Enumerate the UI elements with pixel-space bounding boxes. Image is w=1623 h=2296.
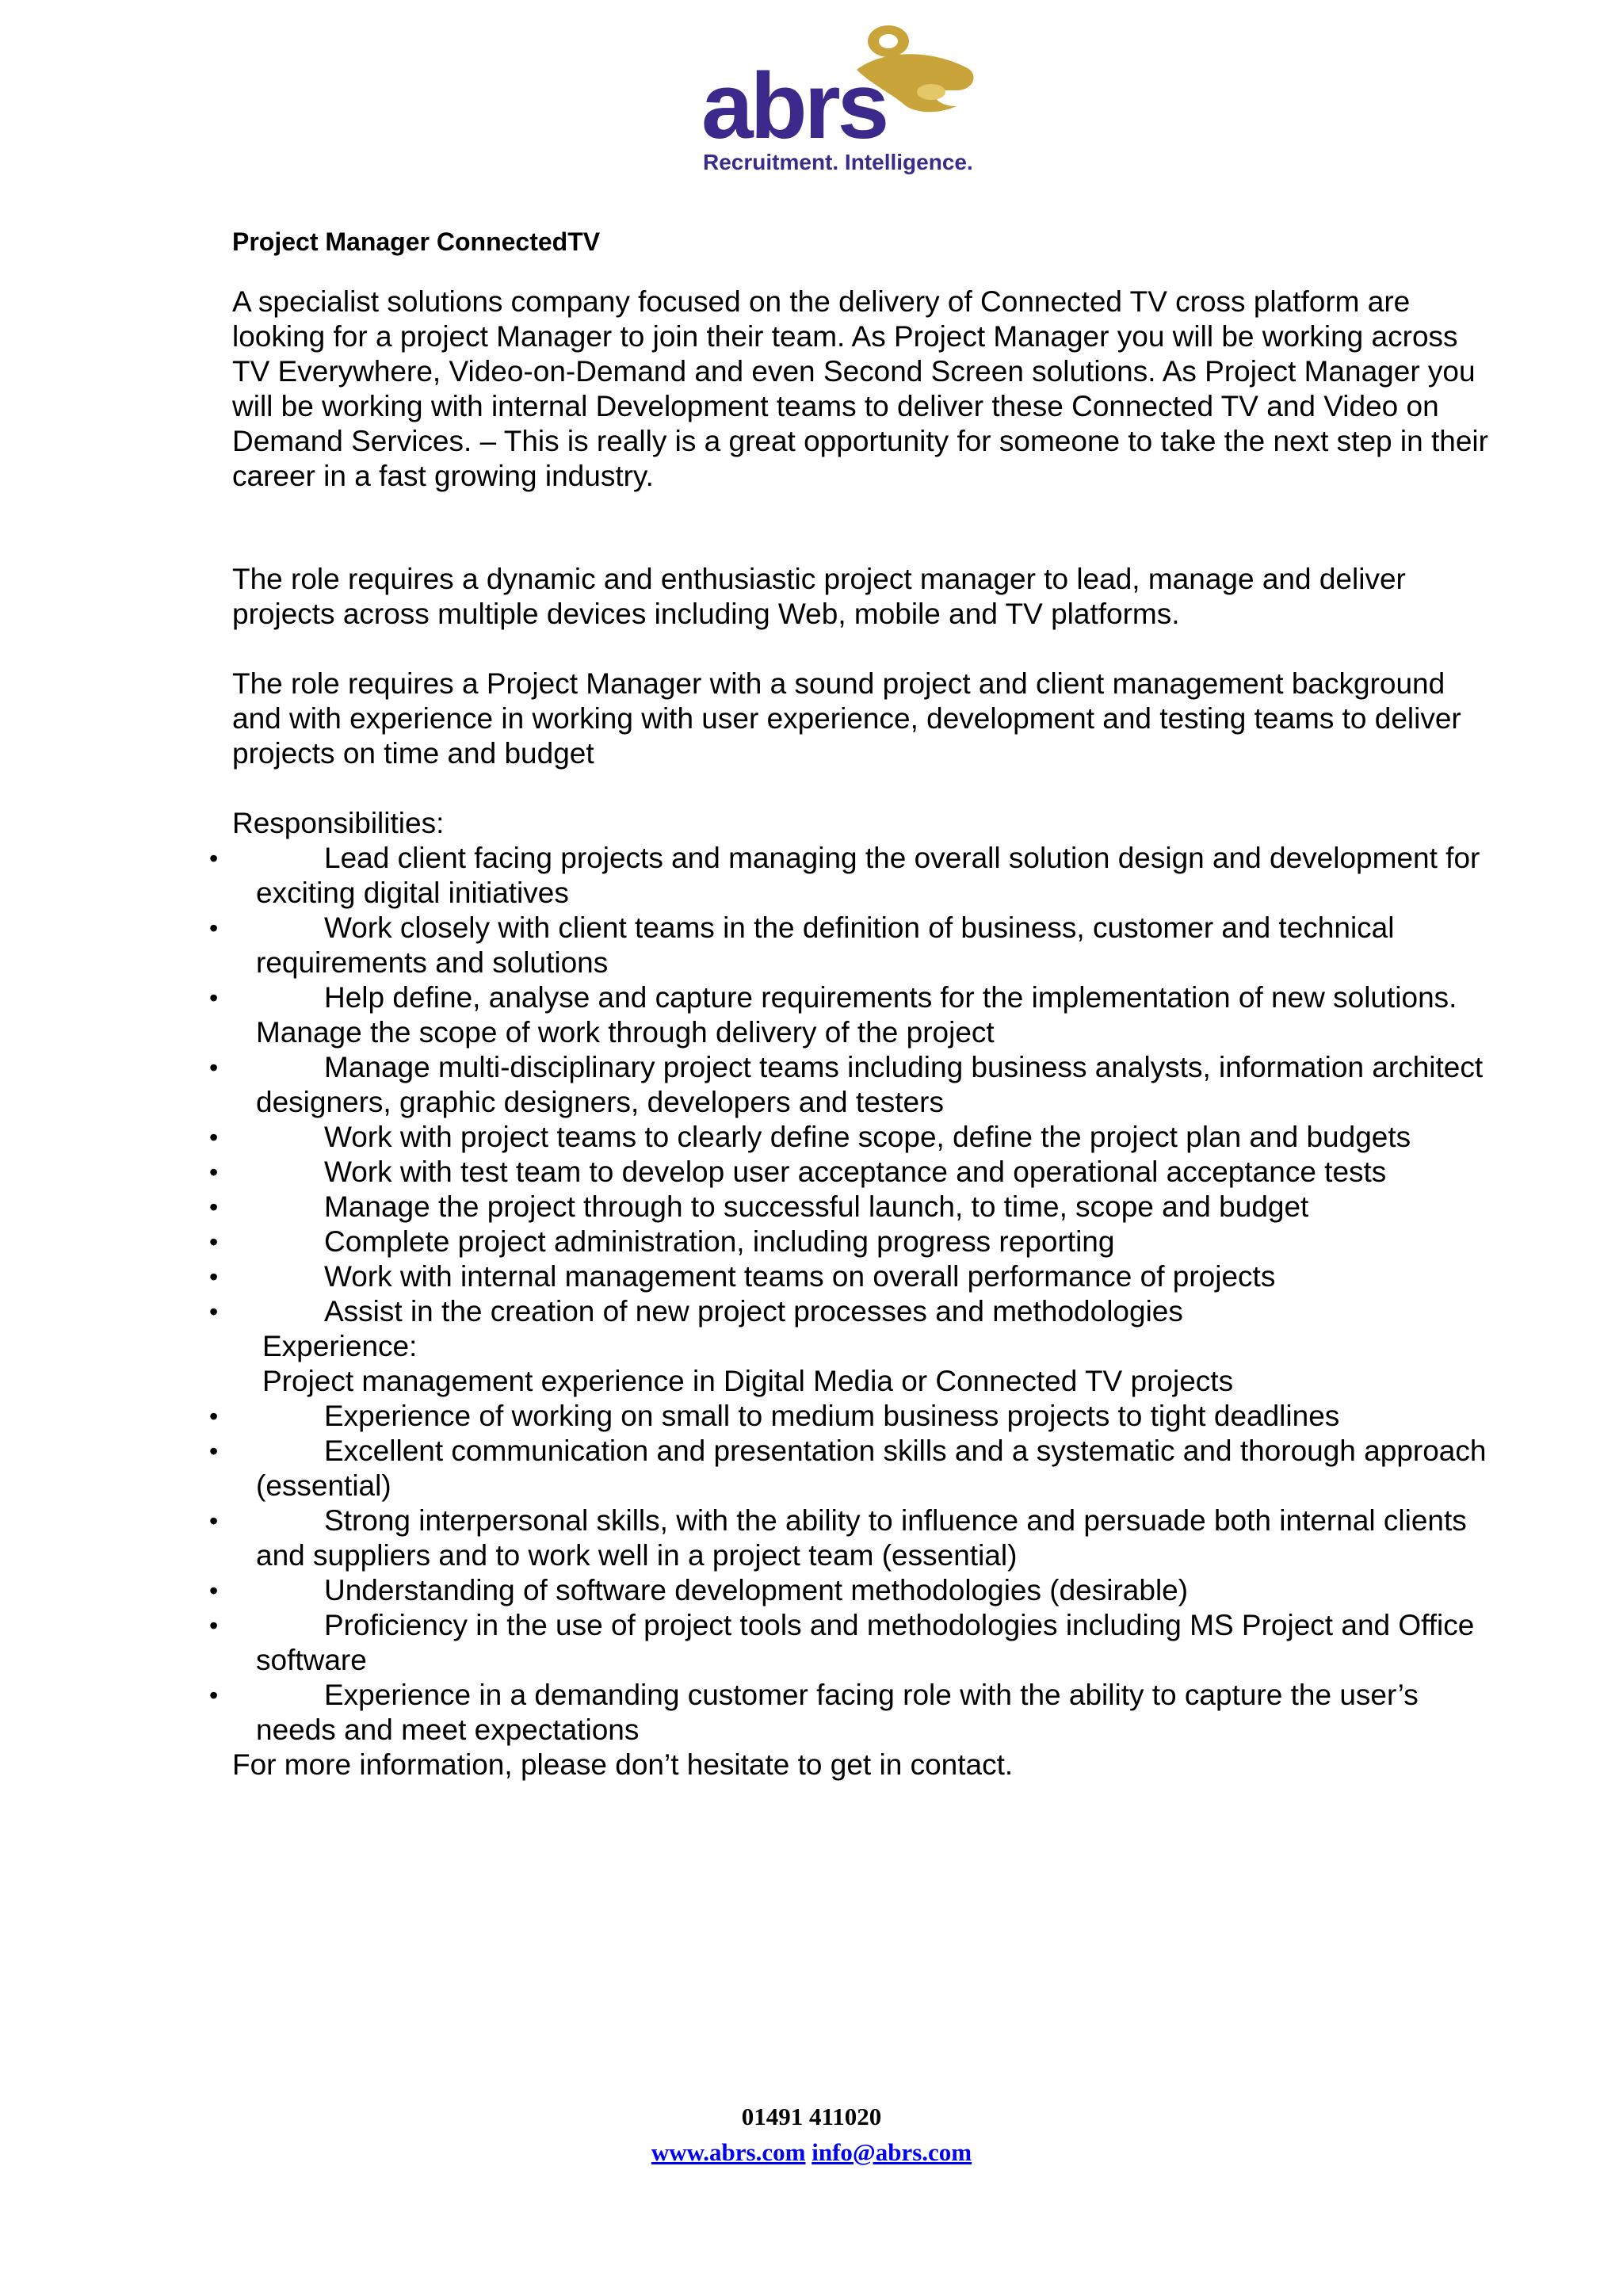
footer-contact <box>0 2099 1623 2170</box>
phone-number: 01491 411020 <box>741 2103 882 2130</box>
list-item: • Understanding of software development methodologies (desirable) <box>226 1573 1492 1608</box>
email-link[interactable]: info@abrs.com <box>812 2138 972 2166</box>
list-item: • Work closely with client teams in the definition of business, customer and technical requirements and solutions <box>226 911 1492 980</box>
responsibilities-list <box>226 841 1492 1329</box>
list-item: • Work with test team to develop user acceptance and operational acceptance tests <box>226 1155 1492 1190</box>
list-item: • Excellent communication and presentation skills and a systematic and thorough approach (essential) <box>226 1434 1492 1503</box>
job-description <box>232 226 1492 1782</box>
list-item: • Experience of working on small to medium business projects to tight deadlines <box>226 1399 1492 1434</box>
experience-intro: Project management experience in Digital Media or Connected TV projects <box>262 1365 1234 1397</box>
list-item: • Manage the project through to successful launch, to time, scope and budget <box>226 1190 1492 1224</box>
job-title: Project Manager ConnectedTV <box>232 227 601 256</box>
experience-list <box>226 1399 1492 1748</box>
abrs-logo <box>701 17 1002 176</box>
list-item: • Strong interpersonal skills, with the ability to influence and persuade both internal clients and suppliers and to work well in a project team (essential) <box>226 1503 1492 1573</box>
website-link[interactable]: www.abrs.com <box>651 2138 806 2166</box>
list-item: • Experience in a demanding customer facing role with the ability to capture the user’s needs and meet expectations <box>226 1678 1492 1748</box>
responsibilities-heading: Responsibilities: <box>232 807 445 839</box>
abrs-logo-graphic <box>701 17 1002 176</box>
role-paragraph-1: The role requires a dynamic and enthusiastic project manager to lead, manage and deliver projects across multiple devices including Web, mobile and TV platforms. <box>232 563 1406 630</box>
list-item: • Complete project administration, including progress reporting <box>226 1224 1492 1259</box>
experience-heading: Experience: <box>262 1330 418 1362</box>
list-item: • Manage multi-disciplinary project teams including business analysts, information architect designers, graphic designers, developers and testers <box>226 1050 1492 1120</box>
role-paragraph-2: The role requires a Project Manager with a sound project and client management background and with experience in working with user experience, development and testing teams to deliver projects on time and budget <box>232 667 1461 770</box>
logo-wordmark: abrs <box>701 54 887 159</box>
closing-line: For more information, please don’t hesitate to get in contact. <box>232 1748 1014 1781</box>
list-item: • Work with internal management teams on overall performance of projects <box>226 1259 1492 1294</box>
intro-paragraph: A specialist solutions company focused on the delivery of Connected TV cross platform are looking for a project Manager to join their team. As Project Manager you will be working across TV Everywhere, Video-on-Demand and even Second Screen solutions. As Project Manager you will be working with internal Development teams to deliver these Connected TV and Video on Demand Services. – This is really is a great opportunity for someone to take the next step in their career in a fast growing industry. <box>232 285 1488 492</box>
list-item: • Work with project teams to clearly define scope, define the project plan and budgets <box>226 1120 1492 1155</box>
footer-links <box>0 2134 1623 2170</box>
logo-tagline: Recruitment. Intelligence. <box>703 150 973 174</box>
list-item: • Help define, analyse and capture requirements for the implementation of new solutions. Manage the scope of work through delivery of the project <box>226 980 1492 1050</box>
list-item: • Proficiency in the use of project tools and methodologies including MS Project and Office software <box>226 1608 1492 1678</box>
list-item: • Lead client facing projects and managing the overall solution design and development for exciting digital initiatives <box>226 841 1492 911</box>
list-item: • Assist in the creation of new project processes and methodologies <box>226 1294 1492 1329</box>
